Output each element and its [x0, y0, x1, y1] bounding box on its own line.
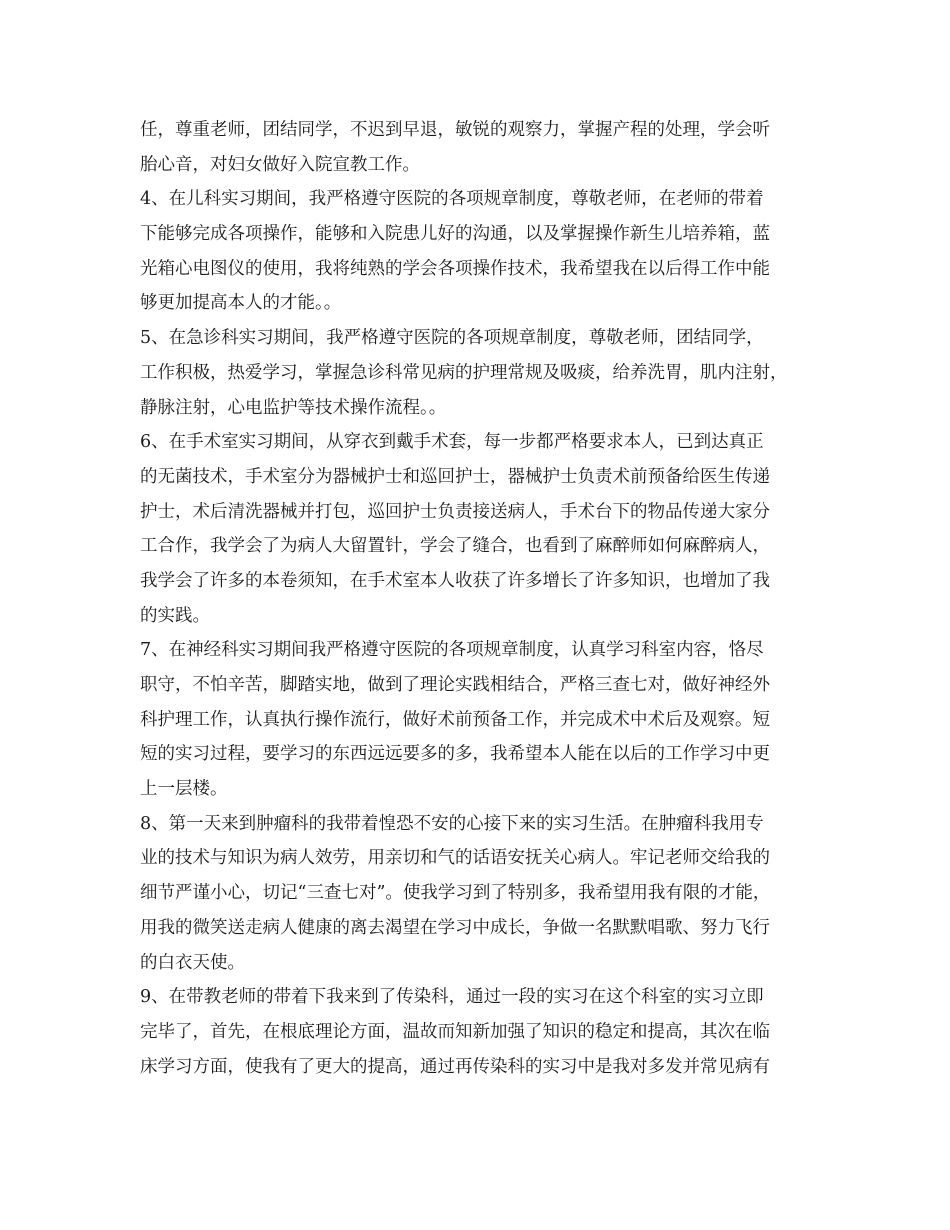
text-line: 8、第一天来到肿瘤科的我带着惶恐不安的心接下来的实习生活。在肿瘤科我用专 — [140, 813, 764, 834]
text-line: 的无菌技术，手术室分为器械护士和巡回护士，器械护士负责术前预备给医生传递 — [140, 466, 770, 487]
text-line: 工作积极，热爱学习，掌握急诊科常见病的护理常规及吸痰，给养洗胃，肌内注射， — [140, 362, 788, 383]
text-line: 9、在带教老师的带着下我来到了传染科，通过一段的实习在这个科室的实习立即 — [140, 987, 764, 1008]
text-line: 6、在手术室实习期间，从穿衣到戴手术套，每一步都严格要求本人，已到达真正 — [140, 432, 764, 453]
text-line: 静脉注射，心电监护等技术操作流程。。 — [140, 397, 447, 418]
text-line: 下能够完成各项操作，能够和入院患儿好的沟通，以及掌握操作新生儿培养箱，蓝 — [140, 224, 770, 245]
text-line: 的实践。 — [140, 605, 210, 626]
text-line: 护士，术后清洗器械并打包，巡回护士负责接送病人，手术台下的物品传递大家分 — [140, 501, 770, 522]
text-line: 胎心音，对妇女做好入院宣教工作。 — [140, 154, 420, 175]
text-line: 工合作，我学会了为病人大留置针，学会了缝合，也看到了麻醉师如何麻醉病人， — [140, 536, 770, 557]
text-line: 用我的微笑送走病人健康的离去渴望在学习中成长，争做一名默默唱歌、努力飞行 — [140, 917, 770, 938]
text-line: 科护理工作，认真执行操作流行，做好术前预备工作，并完成术中术后及观察。短 — [140, 709, 770, 730]
text-line: 完毕了，首先，在根底理论方面，温故而知新加强了知识的稳定和提高，其次在临 — [140, 1021, 770, 1042]
text-line: 的白衣天使。 — [140, 952, 245, 973]
text-line: 床学习方面，使我有了更大的提高，通过再传染科的实习中是我对多发并常见病有 — [140, 1056, 770, 1077]
text-line: 任，尊重老师，团结同学，不迟到早退，敏锐的观察力，掌握产程的处理，学会听 — [140, 120, 770, 140]
text-line: 光箱心电图仪的使用，我将纯熟的学会各项操作技术，我希望我在以后得工作中能 — [140, 258, 770, 279]
text-line: 4、在儿科实习期间，我严格遵守医院的各项规章制度，尊敬老师，在老师的带着 — [140, 189, 764, 210]
text-line: 细节严谨小心，切记“三查七对”。使我学习到了特别多，我希望用我有限的才能， — [140, 883, 771, 904]
text-line: 7、在神经科实习期间我严格遵守医院的各项规章制度，认真学习科室内容，恪尽 — [140, 640, 764, 661]
text-line: 5、在急诊科实习期间，我严格遵守医院的各项规章制度，尊敬老师，团结同学， — [140, 328, 764, 349]
text-line: 上一层楼。 — [140, 779, 228, 800]
text-line: 职守，不怕辛苦，脚踏实地，做到了理论实践相结合，严格三查七对，做好神经外 — [140, 675, 770, 695]
text-line: 业的技术与知识为病人效劳，用亲切和气的话语安抚关心病人。牢记老师交给我的 — [140, 848, 770, 869]
document-body — [140, 113, 840, 1084]
text-line: 够更加提高本人的才能。。 — [140, 293, 342, 314]
text-line: 我学会了许多的本卷须知，在手术室本人收获了许多增长了许多知识，也增加了我 — [140, 570, 770, 591]
text-line: 短的实习过程，要学习的东西远远要多的多，我希望本人能在以后的工作学习中更 — [140, 744, 770, 765]
